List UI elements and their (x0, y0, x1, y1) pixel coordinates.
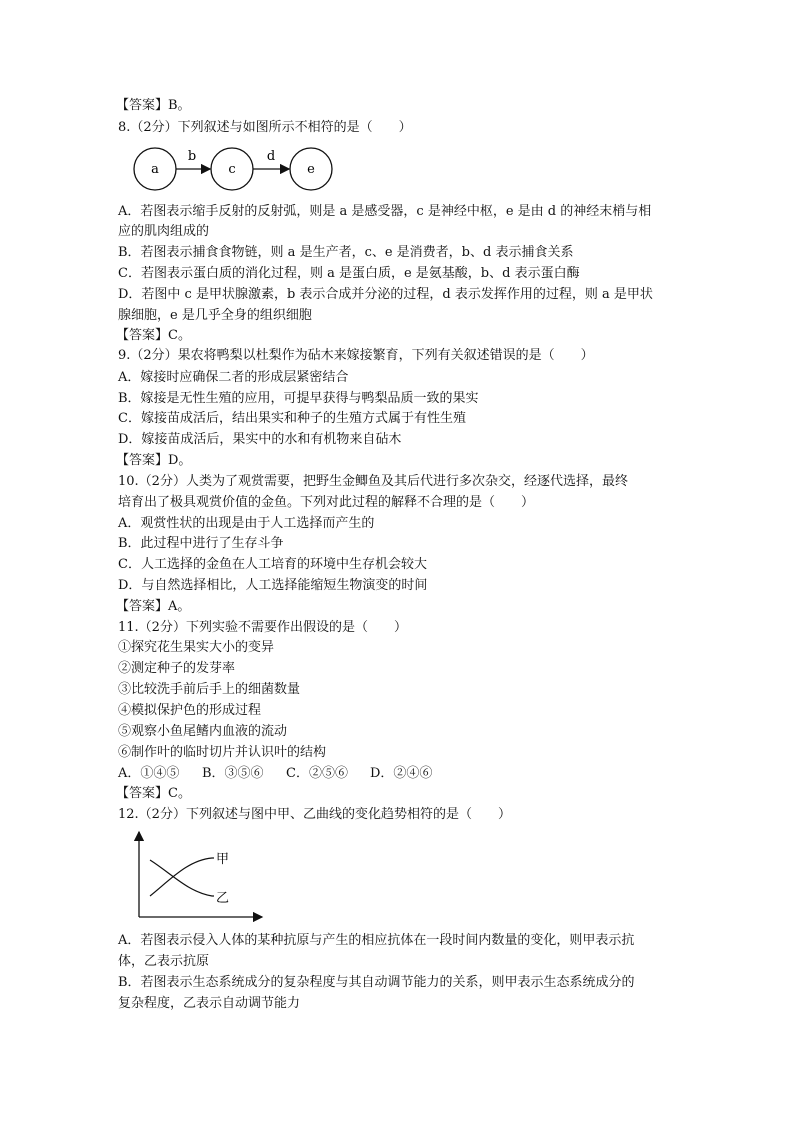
q10-option-d: D．与自然选择相比，人工选择能缩短生物演变的时间 (118, 578, 428, 593)
q10-option-c: C．人工选择的金鱼在人工培育的环境中生存机会较大 (118, 557, 427, 572)
q11-stem: 11.（2分）下列实验不需要作出假设的是（ ） (118, 620, 407, 635)
q9-stem: 9.（2分）果农将鸭梨以杜梨作为砧木来嫁接繁育，下列有关叙述错误的是（ ） (118, 348, 594, 363)
q10-option-a: A．观赏性状的出现是由于人工选择而产生的 (118, 516, 375, 531)
node-e-label: e (307, 162, 315, 177)
q10-option-b: B．此过程中进行了生存斗争 (118, 536, 284, 551)
q7-answer: 【答案】B。 (116, 98, 191, 113)
q11-item-4: ④模拟保护色的形成过程 (118, 703, 262, 718)
q11-option-a: A．①④⑤ (118, 766, 180, 781)
q10-stem-line2: 培育出了极具观赏价值的金鱼。下列对此过程的解释不合理的是（ ） (118, 495, 535, 510)
q11-option-b: B．③⑤⑥ (202, 766, 264, 781)
q9-answer: 【答案】D。 (116, 453, 192, 468)
q12-curve-graph (128, 830, 268, 926)
q12-option-a-line1: A．若图表示侵入人体的某种抗原与产生的相应抗体在一段时间内数量的变化，则甲表示抗 (118, 933, 635, 948)
curve-jia (150, 858, 214, 896)
q12-option-b-line1: B．若图表示生态系统成分的复杂程度与其自动调节能力的关系，则甲表示生态系统成分的 (118, 975, 635, 990)
q8-option-c: C．若图表示蛋白质的消化过程，则 a 是蛋白质，e 是氨基酸，b、d 表示蛋白酶 (118, 266, 580, 281)
label-yi: 乙 (216, 891, 230, 906)
q10-answer: 【答案】A。 (116, 599, 191, 614)
q11-item-6: ⑥制作叶的临时切片并认识叶的结构 (118, 745, 327, 760)
q11-item-5: ⑤观察小鱼尾鳍内血液的流动 (118, 724, 288, 739)
q9-option-a: A．嫁接时应确保二者的形成层紧密结合 (118, 370, 349, 385)
q11-options-row (118, 764, 432, 784)
q11-answer: 【答案】C。 (116, 786, 191, 801)
q8-option-b: B．若图表示捕食食物链，则 a 是生产者，c、e 是消费者，b、d 表示捕食关系 (118, 245, 574, 260)
q12-option-a-line2: 体，乙表示抗原 (118, 954, 210, 969)
edge-b-label: b (187, 149, 197, 164)
q12-stem: 12.（2分）下列叙述与图中甲、乙曲线的变化趋势相符的是（ ） (118, 807, 511, 822)
label-jia: 甲 (216, 852, 230, 867)
q8-option-d-line1: D．若图中 c 是甲状腺激素，b 表示合成并分泌的过程，d 表示发挥作用的过程，则 a 是甲状 (118, 287, 653, 302)
edge-d-label: d (266, 149, 276, 164)
q9-option-c: C．嫁接苗成活后，结出果实和种子的生殖方式属于有性生殖 (118, 411, 466, 426)
q8-option-a-line2: 应的肌肉组成的 (118, 224, 210, 239)
q9-option-d: D．嫁接苗成活后，果实中的水和有机物来自砧木 (118, 432, 402, 447)
curve-yi (150, 860, 214, 896)
q8-stem: 8.（2分）下列叙述与如图所示不相符的是（ ） (118, 120, 412, 135)
q11-option-d: D．②④⑥ (370, 766, 433, 781)
q8-option-d-line2: 腺细胞，e 是几乎全身的组织细胞 (118, 308, 312, 323)
q8-answer: 【答案】C。 (116, 328, 191, 343)
node-c-label: c (228, 162, 236, 177)
q11-item-1: ①探究花生果实大小的变异 (118, 640, 275, 655)
q8-option-a-line1: A．若图表示缩手反射的反射弧，则是 a 是感受器，c 是神经中枢，e 是由 d 的神经末梢与相 (118, 204, 652, 219)
q12-option-b-line2: 复杂程度，乙表示自动调节能力 (118, 996, 301, 1011)
q11-option-c: C．②⑤⑥ (286, 766, 348, 781)
node-a-label: a (151, 162, 159, 177)
q10-stem-line1: 10.（2分）人类为了观赏需要，把野生金鲫鱼及其后代进行多次杂交，经逐代选择，最终 (118, 474, 628, 489)
q11-item-3: ③比较洗手前后手上的细菌数量 (118, 682, 301, 697)
q8-flow-diagram (133, 145, 348, 195)
q9-option-b: B．嫁接是无性生殖的应用，可提早获得与鸭梨品质一致的果实 (118, 391, 479, 406)
q11-item-2: ②测定种子的发芽率 (118, 661, 236, 676)
